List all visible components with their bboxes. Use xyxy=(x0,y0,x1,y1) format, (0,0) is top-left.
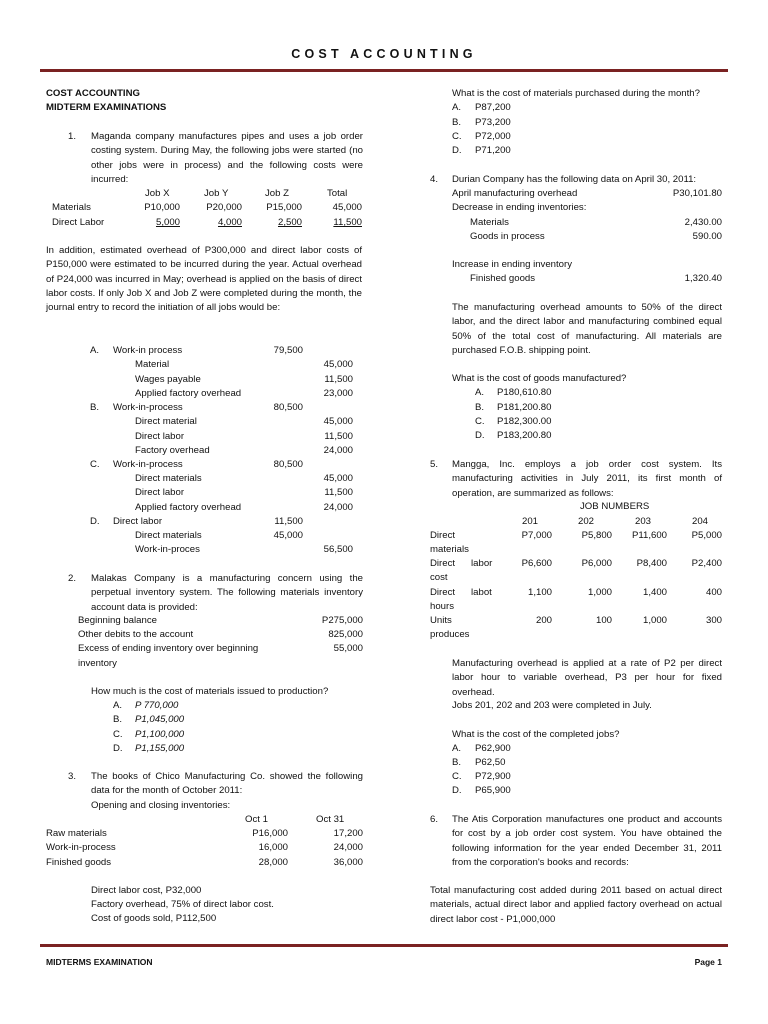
footer-page: Page 1 xyxy=(694,957,722,967)
q2-row-value: 55,000 xyxy=(333,643,363,654)
q1-option-account: Work-in-process xyxy=(113,402,183,413)
q2-number: 2. xyxy=(68,573,77,584)
q5-cell: 400 xyxy=(705,587,722,598)
q2-row-label: Excess of ending inventory over beginning xyxy=(78,643,259,654)
q3-stem: The books of Chico Manufacturing Co. showed the following data for the month of October 2011: xyxy=(91,771,363,797)
q3-row-label: Work-in-process xyxy=(46,842,116,853)
q1-option-account: Work-in-proces xyxy=(135,544,200,555)
q1-number: 1. xyxy=(68,131,77,142)
q1-cell: 11,500 xyxy=(333,217,362,228)
q5-choice-text: P62,900 xyxy=(475,743,511,754)
q5-cell: 1,000 xyxy=(587,587,612,598)
q2-choice-text: P1,100,000 xyxy=(135,729,185,740)
q2-row-value: P275,000 xyxy=(321,615,363,626)
q3-choice-letter: C. xyxy=(452,131,462,142)
q5-choice-letter: A. xyxy=(452,743,462,754)
q1-option-credit: 45,000 xyxy=(323,359,353,370)
q5-cell: 200 xyxy=(535,615,552,626)
q1-option-credit: 45,000 xyxy=(323,473,353,484)
q2-choice-letter: A. xyxy=(113,700,123,711)
q5-stem: Mangga, Inc. employs a job order cost system. Its manufacturing activities in July 2011, its first month of operation, are summarized as follows: xyxy=(452,459,722,499)
q1-cell: 2,500 xyxy=(277,217,302,228)
q1-option-account: Direct materials xyxy=(135,473,202,484)
q5-choice-letter: B. xyxy=(452,757,462,768)
header-rule xyxy=(40,69,728,72)
q1-stem xyxy=(91,130,363,187)
q5-col: 203 xyxy=(635,516,652,527)
q5-cell: P7,000 xyxy=(521,530,552,541)
q1-option-debit: 45,000 xyxy=(273,530,303,541)
q1-cell: P20,000 xyxy=(206,202,242,213)
q5-paragraph: Manufacturing overhead is applied at a rate of P2 per direct labor hour to variable overhead, P3 per hour for fixed overhead. xyxy=(452,658,722,698)
page-header: COST ACCOUNTING xyxy=(291,47,477,61)
q3-subheading: Opening and closing inventories: xyxy=(91,800,231,811)
q3-extra-line: Factory overhead, 75% of direct labor cost. xyxy=(91,899,274,910)
q1-cell: P15,000 xyxy=(266,202,302,213)
q5-row-label: Direct xyxy=(430,530,456,541)
q3-question: What is the cost of materials purchased during the month? xyxy=(452,88,700,99)
q3-number: 3. xyxy=(68,771,77,782)
q2-row-label: Other debits to the account xyxy=(78,629,194,640)
q1-cell: 45,000 xyxy=(332,202,362,213)
q1-option-account: Work-in process xyxy=(113,345,183,356)
q1-option-account: Direct labor xyxy=(113,516,163,527)
q4-choice-letter: D. xyxy=(475,430,485,441)
q4-choice-letter: C. xyxy=(475,416,485,427)
q5-cell: 100 xyxy=(595,615,612,626)
q5-row-label: Direct labot xyxy=(430,587,492,598)
q3-cell: 17,200 xyxy=(333,828,363,839)
q1-option-credit: 24,000 xyxy=(323,502,353,513)
q1-option-account: Direct materials xyxy=(135,530,202,541)
q4-value: 1,320.40 xyxy=(684,273,722,284)
q1-col-joby: Job Y xyxy=(204,188,229,199)
q2-choice-text: P 770,000 xyxy=(135,700,179,711)
q5-choice-letter: C. xyxy=(452,771,462,782)
q4-choice-letter: B. xyxy=(475,402,485,413)
q4-choice-text: P181,200.80 xyxy=(497,402,552,413)
q1-row-label: Direct Labor xyxy=(52,217,105,228)
q4-number: 4. xyxy=(430,174,439,185)
doc-title: COST ACCOUNTING xyxy=(46,88,140,99)
q5-col: 201 xyxy=(522,516,539,527)
q1-cell: 5,000 xyxy=(155,217,180,228)
doc-subtitle: MIDTERM EXAMINATIONS xyxy=(46,102,167,113)
q4-label: April manufacturing overhead xyxy=(452,188,578,199)
q1-option-debit: 80,500 xyxy=(273,402,303,413)
q5-cell: P5,800 xyxy=(581,530,612,541)
q1-option-debit: 79,500 xyxy=(273,345,303,356)
q1-col-total: Total xyxy=(327,188,348,199)
q3-cell: 24,000 xyxy=(333,842,363,853)
q5-paragraph-2: Jobs 201, 202 and 203 were completed in July. xyxy=(452,700,652,711)
q3-col-oct1: Oct 1 xyxy=(245,814,268,825)
q6-stem: The Atis Corporation manufactures one product and accounts for cost by a job order cost system. You have obtained the following information for the year ended December 31, 2011 from the corporation's books and records: xyxy=(452,814,722,868)
q1-cell: P10,000 xyxy=(144,202,180,213)
q5-cell: P2,400 xyxy=(691,558,722,569)
q4-value: P30,101.80 xyxy=(672,188,722,199)
q3-extra-line: Direct labor cost, P32,000 xyxy=(91,885,202,896)
q1-stem-text: Maganda company manufactures pipes and uses a job order costing system. During May, the following jobs were started (no other jobs were in process) and the following costs were incurred: xyxy=(91,131,363,185)
q1-option-credit: 11,500 xyxy=(324,431,353,442)
q1-option-account: Direct material xyxy=(135,416,197,427)
q5-heading: JOB NUMBERS xyxy=(580,501,650,512)
q2-choice-text: P1,045,000 xyxy=(135,714,185,725)
q5-choice-letter: D. xyxy=(452,785,462,796)
q4-label: Increase in ending inventory xyxy=(452,259,572,270)
q5-choice-text: P65,900 xyxy=(475,785,511,796)
q4-stem: Durian Company has the following data on April 30, 2011: xyxy=(452,174,697,185)
q1-cell: 4,000 xyxy=(217,217,242,228)
q1-option-letter: A. xyxy=(90,345,100,356)
q2-row-label: inventory xyxy=(78,658,117,669)
q2-choice-letter: D. xyxy=(113,743,123,754)
q1-option-credit: 56,500 xyxy=(323,544,353,555)
q4-choice-text: P183,200.80 xyxy=(497,430,552,441)
q4-value: 590.00 xyxy=(692,231,722,242)
q3-choice-letter: D. xyxy=(452,145,462,156)
q2-stem: Malakas Company is a manufacturing concern using the perpetual inventory system. The following materials inventory account data is provided: xyxy=(91,573,363,613)
q3-choice-text: P87,200 xyxy=(475,102,511,113)
q1-option-debit: 80,500 xyxy=(273,459,303,470)
q1-option-letter: C. xyxy=(90,459,100,470)
q3-cell: P16,000 xyxy=(252,828,288,839)
q5-number: 5. xyxy=(430,459,439,470)
q5-cell: 1,000 xyxy=(642,615,667,626)
q1-option-account: Applied factory overhead xyxy=(135,388,242,399)
q6-paragraph: Total manufacturing cost added during 2011 based on actual direct materials, actual direct labor and applied factory overhead on actual direct labor cost - P1,000,000 xyxy=(430,885,722,925)
q2-row-label: Beginning balance xyxy=(78,615,157,626)
q3-choice-text: P73,200 xyxy=(475,117,511,128)
q1-option-credit: 23,000 xyxy=(323,388,353,399)
q5-cell: P5,000 xyxy=(691,530,722,541)
q6-number: 6. xyxy=(430,814,439,825)
q3-row-label: Raw materials xyxy=(46,828,107,839)
q3-choice-letter: B. xyxy=(452,117,462,128)
q3-cell: 16,000 xyxy=(258,842,288,853)
q1-row-label: Materials xyxy=(52,202,91,213)
q4-choice-text: P180,610.80 xyxy=(497,387,552,398)
q4-label: Materials xyxy=(470,217,509,228)
q1-option-account: Work-in-process xyxy=(113,459,183,470)
q5-cell: P8,400 xyxy=(636,558,667,569)
q5-col: 204 xyxy=(692,516,709,527)
q5-cell: P6,000 xyxy=(581,558,612,569)
q1-col-jobx: Job X xyxy=(145,188,170,199)
q5-row-label: Direct labor xyxy=(430,558,493,569)
q3-extra-line: Cost of goods sold, P112,500 xyxy=(91,913,217,924)
q5-row-label: materials xyxy=(430,544,469,555)
q5-cell: P6,600 xyxy=(521,558,552,569)
q3-col-oct31: Oct 31 xyxy=(316,814,345,825)
q3-cell: 28,000 xyxy=(258,857,288,868)
q2-question: How much is the cost of materials issued to production? xyxy=(91,686,329,697)
footer-rule xyxy=(40,944,728,947)
q1-option-credit: 45,000 xyxy=(323,416,353,427)
q2-choice-letter: C. xyxy=(113,729,123,740)
q1-option-letter: B. xyxy=(90,402,100,413)
q4-label: Finished goods xyxy=(470,273,536,284)
q1-option-account: Material xyxy=(135,359,170,370)
q1-option-debit: 11,500 xyxy=(274,516,303,527)
q1-option-account: Wages payable xyxy=(135,374,201,385)
q5-choice-text: P62,50 xyxy=(475,757,506,768)
q1-option-letter: D. xyxy=(90,516,100,527)
q5-row-label: produces xyxy=(430,629,470,640)
q5-cell: P11,600 xyxy=(631,530,667,541)
q5-row-label: Units xyxy=(430,615,452,626)
q5-cell: 1,100 xyxy=(527,587,552,598)
q3-choice-letter: A. xyxy=(452,102,462,113)
q5-row-label: cost xyxy=(430,572,448,583)
q1-option-account: Factory overhead xyxy=(135,445,210,456)
q5-row-label: hours xyxy=(430,601,454,612)
q5-col: 202 xyxy=(578,516,595,527)
q2-row-value: 825,000 xyxy=(328,629,363,640)
q5-choice-text: P72,900 xyxy=(475,771,511,782)
q3-row-label: Finished goods xyxy=(46,857,112,868)
q3-choice-text: P71,200 xyxy=(475,145,511,156)
q4-paragraph: The manufacturing overhead amounts to 50% of the direct labor, and the direct labor and manufacturing combined equal 50% of the total cost of manufacturing. All materials are purchased F.O.B. shipping point. xyxy=(452,302,722,356)
q4-value: 2,430.00 xyxy=(684,217,722,228)
q1-option-account: Applied factory overhead xyxy=(135,502,242,513)
q4-label: Decrease in ending inventories: xyxy=(452,202,587,213)
q1-option-credit: 11,500 xyxy=(324,487,353,498)
q4-choice-letter: A. xyxy=(475,387,485,398)
q1-option-account: Direct labor xyxy=(135,487,185,498)
q5-question: What is the cost of the completed jobs? xyxy=(452,729,620,740)
q1-paragraph: In addition, estimated overhead of P300,000 and direct labor costs of P150,000 were estimated to be incurred during the year. Actual overhead of P24,000 was incurred in May; overhead is applied on the basis of direct labor costs. If only Job X and Job Z were completed during the month, the journal entry to record the initiation of all jobs would be: xyxy=(46,245,362,314)
q3-cell: 36,000 xyxy=(333,857,363,868)
q4-label: Goods in process xyxy=(470,231,545,242)
q1-col-jobz: Job Z xyxy=(265,188,289,199)
q1-option-account: Direct labor xyxy=(135,431,185,442)
q2-choice-letter: B. xyxy=(113,714,123,725)
q4-choice-text: P182,300.00 xyxy=(497,416,552,427)
q4-question: What is the cost of goods manufactured? xyxy=(452,373,627,384)
q3-choice-text: P72,000 xyxy=(475,131,511,142)
q5-cell: 300 xyxy=(705,615,722,626)
q2-choice-text: P1,155,000 xyxy=(135,743,185,754)
q1-option-credit: 11,500 xyxy=(324,374,353,385)
footer-left: MIDTERMS EXAMINATION xyxy=(46,957,153,967)
q1-option-credit: 24,000 xyxy=(323,445,353,456)
q5-cell: 1,400 xyxy=(642,587,667,598)
